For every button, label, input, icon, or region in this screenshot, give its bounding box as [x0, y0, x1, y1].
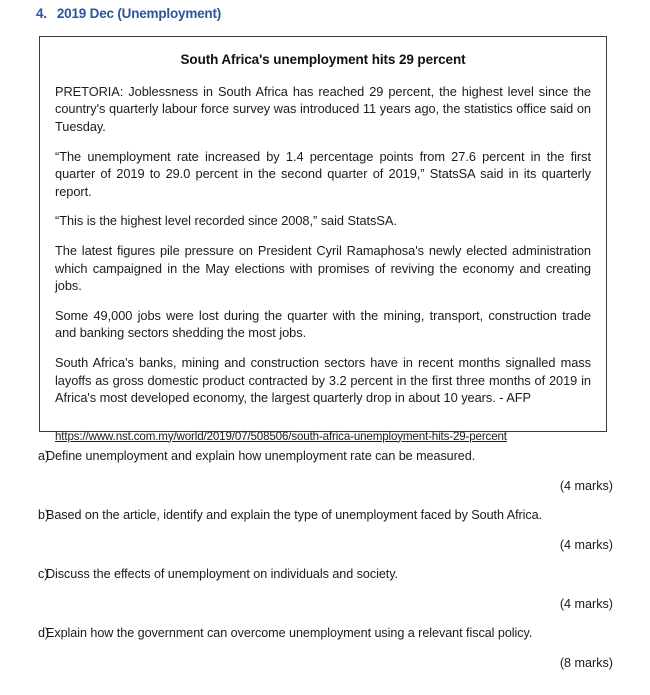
article-paragraph: South Africa's banks, mining and construction sectors have in recent months signalled mass layoffs as gross domestic product contracted by 3.2 percent in the first three months of 2019 in Africa's most developed economy, the largest quarterly drop in about 10 years. - AFP	[55, 355, 591, 406]
source-url-link[interactable]: https://www.nst.com.my/world/2019/07/508506/south-africa-unemployment-hits-29-percent	[55, 429, 507, 443]
article-headline: South Africa's unemployment hits 29 percent	[180, 52, 466, 67]
question-number: 4.	[36, 6, 47, 21]
list-item	[0, 625, 650, 672]
question-text: Explain how the government can overcome unemployment using a relevant fiscal policy.	[46, 626, 533, 640]
question-marks: (4 marks)	[559, 478, 613, 493]
article-paragraph: The latest figures pile pressure on President Cyril Ramaphosa's newly elected administration which campaigned in the May elections with promises of reviving the economy and creating jobs.	[55, 243, 591, 294]
list-item	[0, 448, 650, 495]
question-label: a)	[38, 449, 50, 463]
page-title	[36, 6, 221, 21]
question-marks: (4 marks)	[559, 596, 613, 611]
question-text: Define unemployment and explain how unemployment rate can be measured.	[46, 449, 476, 463]
article-paragraph: “This is the highest level recorded since 2008,” said StatsSA.	[55, 213, 397, 229]
question-marks: (4 marks)	[559, 537, 613, 552]
list-item	[0, 566, 650, 613]
question-label: d)	[38, 626, 50, 640]
list-item	[0, 507, 650, 554]
article-box	[39, 36, 607, 443]
sub-question-list	[0, 448, 650, 675]
question-text: Discuss the effects of unemployment on individuals and society.	[46, 567, 398, 581]
question-text: Based on the article, identify and explain the type of unemployment faced by South Africa.	[46, 508, 543, 522]
question-marks: (8 marks)	[559, 655, 613, 670]
article-paragraph: PRETORIA: Joblessness in South Africa has reached 29 percent, the highest level since the country's quarterly labour force survey was introduced 11 years ago, the statistics office said on Tuesday.	[55, 84, 591, 134]
question-label: b)	[38, 508, 50, 522]
question-label: c)	[38, 567, 49, 581]
question-title: 2019 Dec (Unemployment)	[56, 6, 222, 21]
article-paragraph: Some 49,000 jobs were lost during the quarter with the mining, transport, construction trade and banking sectors shedding the most jobs.	[55, 308, 591, 341]
article-paragraph: “The unemployment rate increased by 1.4 percentage points from 27.6 percent in the first quarter of 2019 to 29.0 percent in the second quarter of 2019,” StatsSA said in its quarterly report.	[55, 148, 591, 199]
